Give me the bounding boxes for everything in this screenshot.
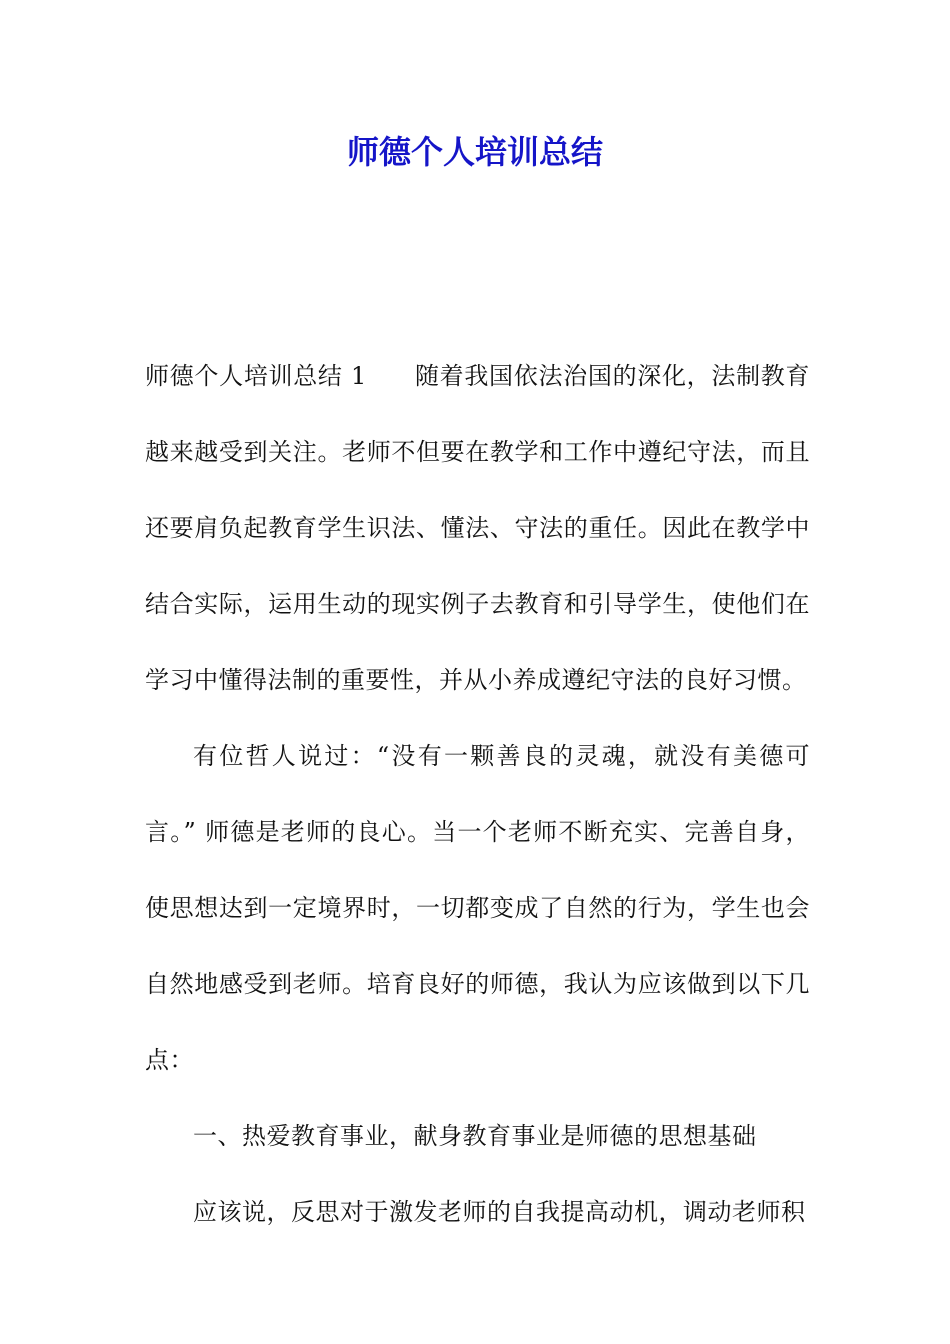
paragraph-1-text: 随着我国依法治国的深化，法制教育越来越受到关注。老师不但要在教学和工作中遵纪守法，而且还要肩负起教育学生识法、懂法、守法的重任。因此在教学中结合实际，运用生动的现实例子去教育和引导学生，使他们在学习中懂得法制的重要性，并从小养成遵纪守法的良好习惯。 [145,362,810,694]
subheading-1: 一、热爱教育事业，献身教育事业是师德的思想基础 [193,1122,757,1150]
paragraph-3: 应该说，反思对于激发老师的自我提高动机，调动老师积 [193,1198,806,1226]
paragraph-1 [145,338,810,718]
paragraph-2: 有位哲人说过：“没有一颗善良的灵魂，就没有美德可言。” 师德是老师的良心。当一个老师不断充实、完善自身，使思想达到一定境界时，一切都变成了自然的行为，学生也会自然地感受到老师。培育良好的师德，我认为应该做到以下几点： [145,742,810,1074]
document-title: 师德个人培训总结 [346,133,603,171]
section-heading-inline: 师德个人培训总结 1 [145,362,367,390]
document-body [145,338,810,1250]
